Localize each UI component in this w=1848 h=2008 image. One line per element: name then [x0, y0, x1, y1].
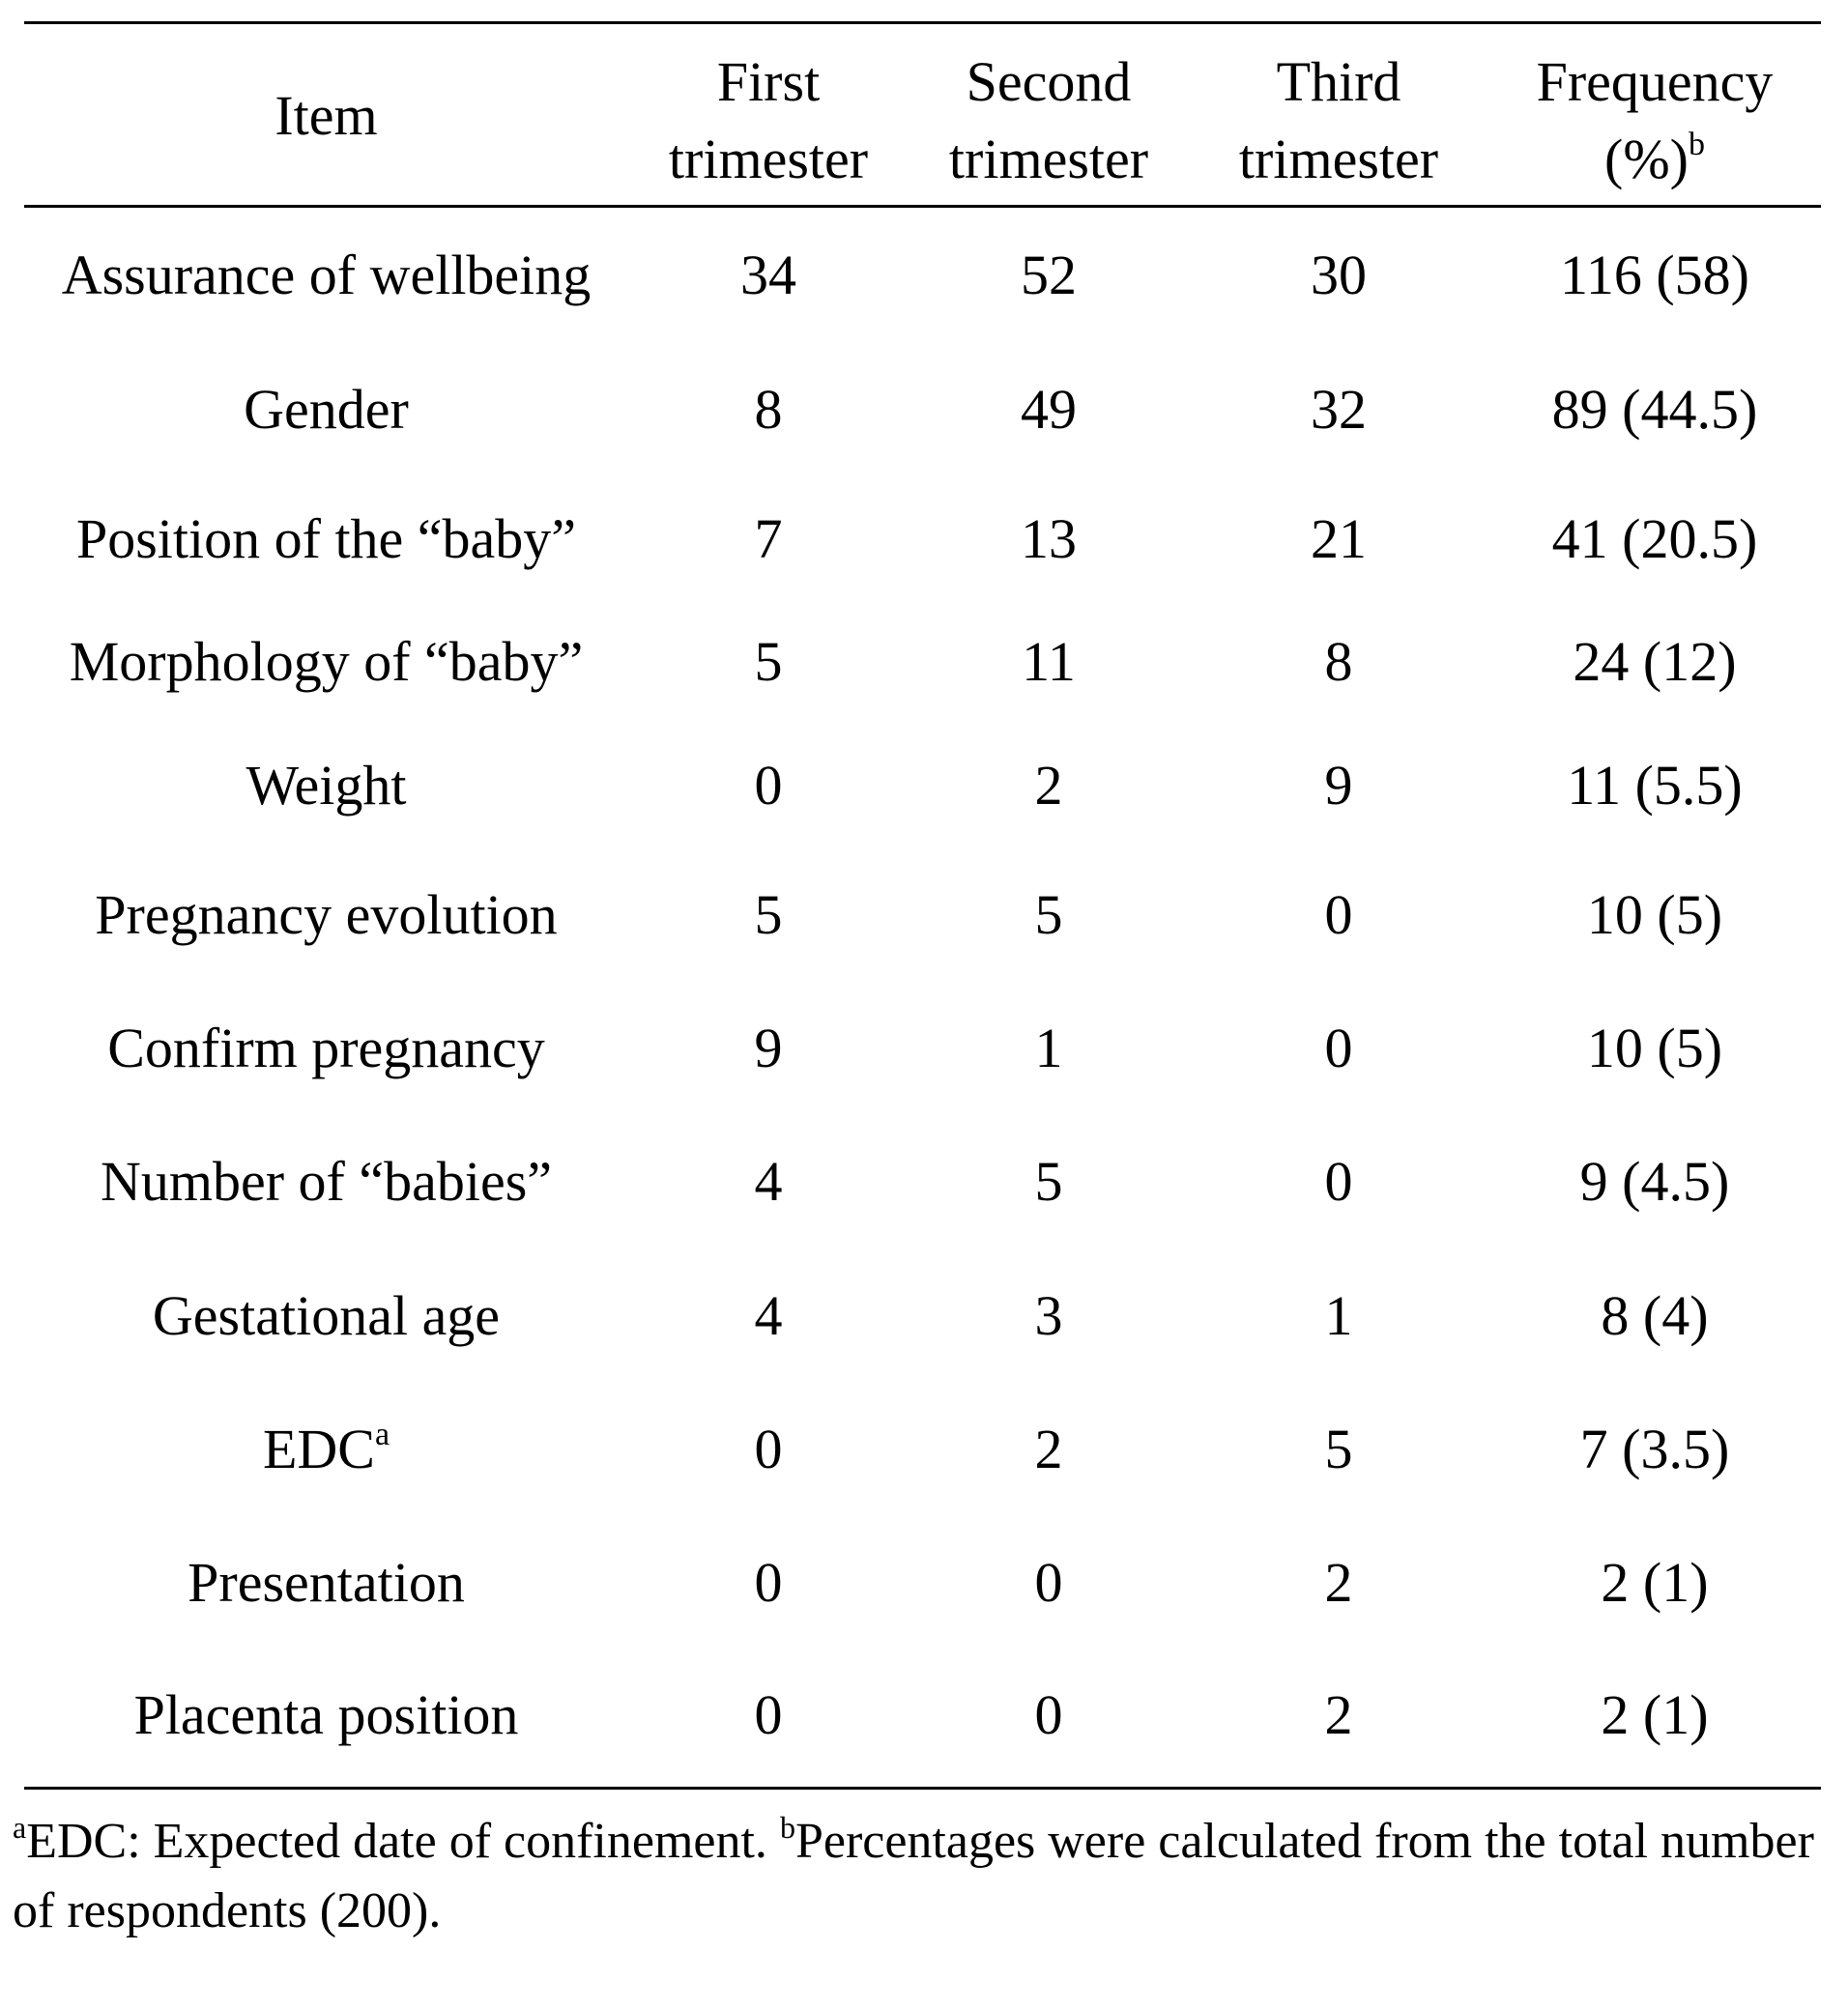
cell-second-trimester-text: 2 — [1034, 754, 1063, 817]
cell-frequency — [1488, 1143, 1821, 1220]
header-frequency-line1: Frequency — [1536, 50, 1774, 113]
header-third-trimester — [1189, 43, 1488, 198]
cell-first-trimester-text: 9 — [754, 1017, 783, 1079]
cell-frequency-text: 7 (3.5) — [1579, 1418, 1730, 1480]
cell-second-trimester-text: 5 — [1034, 1150, 1063, 1213]
header-frequency — [1488, 43, 1821, 198]
cell-item — [24, 237, 628, 314]
cell-first-trimester — [628, 1544, 909, 1621]
cell-frequency — [1488, 1411, 1821, 1488]
cell-item — [24, 1143, 628, 1220]
cell-first-trimester-text: 8 — [754, 378, 783, 441]
cell-third-trimester-text: 0 — [1324, 883, 1353, 946]
cell-first-trimester — [628, 876, 909, 954]
cell-third-trimester — [1189, 1677, 1488, 1754]
cell-first-trimester-text: 4 — [754, 1150, 783, 1213]
cell-frequency-text: 8 (4) — [1601, 1284, 1709, 1347]
cell-frequency — [1488, 1544, 1821, 1621]
cell-third-trimester-text: 21 — [1311, 507, 1367, 570]
cell-item-text: Presentation — [188, 1551, 465, 1614]
cell-frequency-text: 9 (4.5) — [1579, 1150, 1730, 1213]
cell-frequency-text: 2 (1) — [1601, 1683, 1709, 1746]
cell-second-trimester — [909, 1544, 1189, 1621]
cell-frequency — [1488, 623, 1821, 701]
cell-first-trimester — [628, 747, 909, 824]
cell-item-text: Gestational age — [152, 1284, 501, 1347]
cell-frequency-text: 116 (58) — [1560, 244, 1749, 306]
header-frequency-sup: b — [1688, 126, 1705, 162]
cell-second-trimester-text: 52 — [1021, 244, 1077, 306]
table-bottom-rule — [24, 1787, 1821, 1790]
cell-third-trimester — [1189, 1411, 1488, 1488]
cell-third-trimester-text: 5 — [1324, 1418, 1353, 1480]
cell-first-trimester-text: 34 — [740, 244, 796, 306]
cell-third-trimester-text: 2 — [1324, 1551, 1353, 1614]
header-second-line2: trimester — [948, 128, 1149, 190]
cell-second-trimester-text: 11 — [1022, 630, 1076, 693]
cell-first-trimester-text: 0 — [754, 1551, 783, 1614]
cell-third-trimester — [1189, 1277, 1488, 1355]
cell-third-trimester — [1189, 371, 1488, 448]
cell-item — [24, 1411, 628, 1488]
cell-third-trimester — [1189, 623, 1488, 701]
cell-first-trimester — [628, 1677, 909, 1754]
cell-first-trimester — [628, 1010, 909, 1087]
cell-second-trimester-text: 49 — [1021, 378, 1077, 441]
cell-frequency-text: 41 (20.5) — [1551, 507, 1758, 570]
header-second-line1: Second — [966, 50, 1132, 113]
cell-third-trimester-text: 9 — [1324, 754, 1353, 817]
header-first-line1: First — [716, 50, 821, 113]
cell-first-trimester-text: 0 — [754, 1418, 783, 1480]
cell-item — [24, 501, 628, 578]
cell-item-text: Placenta position — [133, 1683, 519, 1746]
cell-item-text: Number of “babies” — [100, 1150, 553, 1213]
cell-first-trimester-text: 5 — [754, 630, 783, 693]
header-first-line2: trimester — [668, 128, 869, 190]
cell-second-trimester-text: 0 — [1034, 1683, 1063, 1746]
cell-first-trimester — [628, 1277, 909, 1355]
cell-item-text: Assurance of wellbeing — [61, 244, 592, 306]
cell-second-trimester — [909, 1143, 1189, 1220]
footnote-a-marker: a — [13, 1809, 27, 1845]
cell-item — [24, 876, 628, 954]
cell-frequency-text: 89 (44.5) — [1551, 378, 1758, 441]
cell-third-trimester — [1189, 876, 1488, 954]
cell-third-trimester-text: 0 — [1324, 1017, 1353, 1079]
cell-second-trimester — [909, 1010, 1189, 1087]
cell-first-trimester-text: 0 — [754, 754, 783, 817]
cell-frequency-text: 10 (5) — [1586, 1017, 1723, 1079]
cell-third-trimester — [1189, 1544, 1488, 1621]
cell-first-trimester — [628, 237, 909, 314]
footnote-b-marker: b — [779, 1809, 795, 1845]
header-first-trimester — [628, 43, 909, 198]
cell-second-trimester-text: 13 — [1021, 507, 1077, 570]
cell-second-trimester-text: 5 — [1034, 883, 1063, 946]
cell-frequency — [1488, 501, 1821, 578]
cell-frequency-text: 24 (12) — [1573, 630, 1737, 693]
cell-third-trimester — [1189, 1010, 1488, 1087]
cell-item — [24, 747, 628, 824]
cell-third-trimester-text: 2 — [1324, 1683, 1353, 1746]
cell-first-trimester-text: 5 — [754, 883, 783, 946]
cell-item-text: Confirm pregnancy — [107, 1017, 545, 1079]
cell-third-trimester — [1189, 1143, 1488, 1220]
header-third-line2: trimester — [1238, 128, 1439, 190]
cell-first-trimester — [628, 501, 909, 578]
cell-second-trimester-text: 1 — [1034, 1017, 1063, 1079]
cell-item — [24, 1010, 628, 1087]
cell-item — [24, 623, 628, 701]
table-top-rule — [24, 21, 1821, 24]
cell-item — [24, 1544, 628, 1621]
cell-third-trimester — [1189, 747, 1488, 824]
cell-second-trimester — [909, 876, 1189, 954]
cell-frequency — [1488, 1677, 1821, 1754]
cell-second-trimester-text: 3 — [1034, 1284, 1063, 1347]
cell-first-trimester-text: 0 — [754, 1683, 783, 1746]
cell-frequency-text: 2 (1) — [1601, 1551, 1709, 1614]
cell-third-trimester-text: 0 — [1324, 1150, 1353, 1213]
cell-frequency-text: 11 (5.5) — [1567, 754, 1743, 817]
cell-item-text: Morphology of “baby” — [69, 630, 584, 693]
cell-item-text: Position of the “baby” — [75, 507, 577, 570]
cell-third-trimester-text: 30 — [1311, 244, 1367, 306]
cell-second-trimester-text: 0 — [1034, 1551, 1063, 1614]
cell-first-trimester — [628, 623, 909, 701]
cell-second-trimester-text: 2 — [1034, 1418, 1063, 1480]
cell-frequency — [1488, 1010, 1821, 1087]
cell-second-trimester — [909, 237, 1189, 314]
cell-third-trimester-text: 32 — [1311, 378, 1367, 441]
header-second-trimester — [909, 43, 1189, 198]
cell-item — [24, 371, 628, 448]
cell-second-trimester — [909, 371, 1189, 448]
table-footnote — [13, 1807, 1839, 1946]
cell-frequency — [1488, 876, 1821, 954]
cell-first-trimester — [628, 371, 909, 448]
cell-third-trimester-text: 8 — [1324, 630, 1353, 693]
cell-item — [24, 1277, 628, 1355]
cell-item-text: Weight — [245, 754, 407, 817]
cell-item-text: EDC — [262, 1418, 375, 1480]
cell-second-trimester — [909, 1411, 1189, 1488]
cell-third-trimester-text: 1 — [1324, 1284, 1353, 1347]
cell-second-trimester — [909, 623, 1189, 701]
cell-second-trimester — [909, 1677, 1189, 1754]
cell-first-trimester-text: 4 — [754, 1284, 783, 1347]
cell-third-trimester — [1189, 237, 1488, 314]
footnote-b-text: Percentages were calculated from the total number of respondents (200). — [13, 1814, 1814, 1938]
footnote-a-text: EDC: Expected date of confinement. — [26, 1814, 767, 1869]
cell-second-trimester — [909, 501, 1189, 578]
cell-second-trimester — [909, 747, 1189, 824]
cell-frequency — [1488, 1277, 1821, 1355]
table-header-rule — [24, 205, 1821, 208]
header-frequency-line2: (%) — [1604, 128, 1689, 190]
cell-first-trimester-text: 7 — [754, 507, 783, 570]
header-third-line1: Third — [1276, 50, 1401, 113]
cell-third-trimester — [1189, 501, 1488, 578]
header-item: Item — [274, 84, 378, 147]
cell-frequency — [1488, 371, 1821, 448]
cell-second-trimester — [909, 1277, 1189, 1355]
cell-frequency-text: 10 (5) — [1586, 883, 1723, 946]
cell-frequency — [1488, 237, 1821, 314]
cell-item-text: Pregnancy evolution — [95, 883, 558, 946]
cell-item-sup: a — [374, 1416, 390, 1452]
cell-first-trimester — [628, 1143, 909, 1220]
cell-item-text: Gender — [244, 378, 409, 441]
header-frequency-line2-wrap — [1488, 121, 1821, 198]
cell-first-trimester — [628, 1411, 909, 1488]
cell-frequency — [1488, 747, 1821, 824]
cell-item — [24, 1677, 628, 1754]
